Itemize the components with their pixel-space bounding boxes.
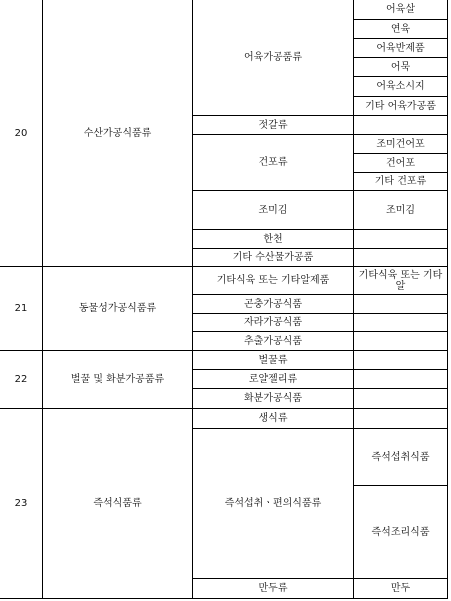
category-name: 수산가공식품류 bbox=[83, 127, 152, 139]
item-name: 어육소시지 bbox=[376, 81, 425, 92]
subcategory-name: 곤충가공식품 bbox=[244, 298, 302, 310]
subcategory-name: 기타식육 또는 기타알제품 bbox=[216, 275, 330, 286]
subcategory-name: 화분가공식품 bbox=[244, 393, 302, 404]
category-name: 즉석식품류 bbox=[93, 498, 142, 509]
subcategory-name: 건포류 bbox=[258, 157, 288, 168]
item-name: 조미건어포 bbox=[376, 138, 425, 150]
item-name: 어육반제품 bbox=[376, 42, 425, 54]
subcategory-name: 젓갈류 bbox=[258, 119, 288, 131]
subcategory-name: 즉석섭취ㆍ편의식품류 bbox=[224, 498, 322, 509]
row-number: 21 bbox=[14, 303, 28, 314]
subcategory-name: 벌꿀류 bbox=[258, 354, 288, 366]
item-name: 어묵 bbox=[390, 61, 411, 73]
subcategory-name: 어육가공품류 bbox=[244, 52, 302, 63]
row-number: 20 bbox=[14, 127, 28, 139]
subcategory-name: 만두류 bbox=[258, 583, 288, 594]
row-number: 22 bbox=[14, 374, 28, 385]
item-name: 기타 건포류 bbox=[374, 176, 427, 187]
item-name: 연육 bbox=[390, 23, 411, 35]
subcategory-name: 기타 수산물가공품 bbox=[232, 252, 314, 263]
subcategory-name: 추출가공식품 bbox=[244, 335, 302, 347]
subcategory-name: 한천 bbox=[263, 233, 283, 245]
item-name: 즉석조리식품 bbox=[371, 526, 430, 538]
subcategory-name: 생식류 bbox=[258, 413, 288, 424]
row-number: 23 bbox=[14, 498, 28, 509]
category-name: 벌꿀 및 화분가공품류 bbox=[70, 374, 165, 385]
item-name: 어육살 bbox=[386, 4, 415, 15]
item-name: 만두 bbox=[390, 583, 411, 594]
subcategory-name: 조미김 bbox=[258, 204, 288, 216]
item-name: 건어포 bbox=[386, 157, 415, 169]
subcategory-name: 자라가공식품 bbox=[244, 317, 302, 328]
item-name: 기타 어육가공품 bbox=[365, 100, 436, 112]
rule bbox=[0, 598, 448, 599]
item-name: 기타식육 또는 기타알 bbox=[358, 269, 443, 292]
item-name: 조미김 bbox=[386, 204, 415, 216]
category-name: 동물성가공식품류 bbox=[78, 303, 157, 314]
subcategory-name: 로얄젤리류 bbox=[248, 373, 298, 385]
rule bbox=[447, 0, 448, 599]
item-name: 즉석섭취식품 bbox=[371, 451, 430, 463]
